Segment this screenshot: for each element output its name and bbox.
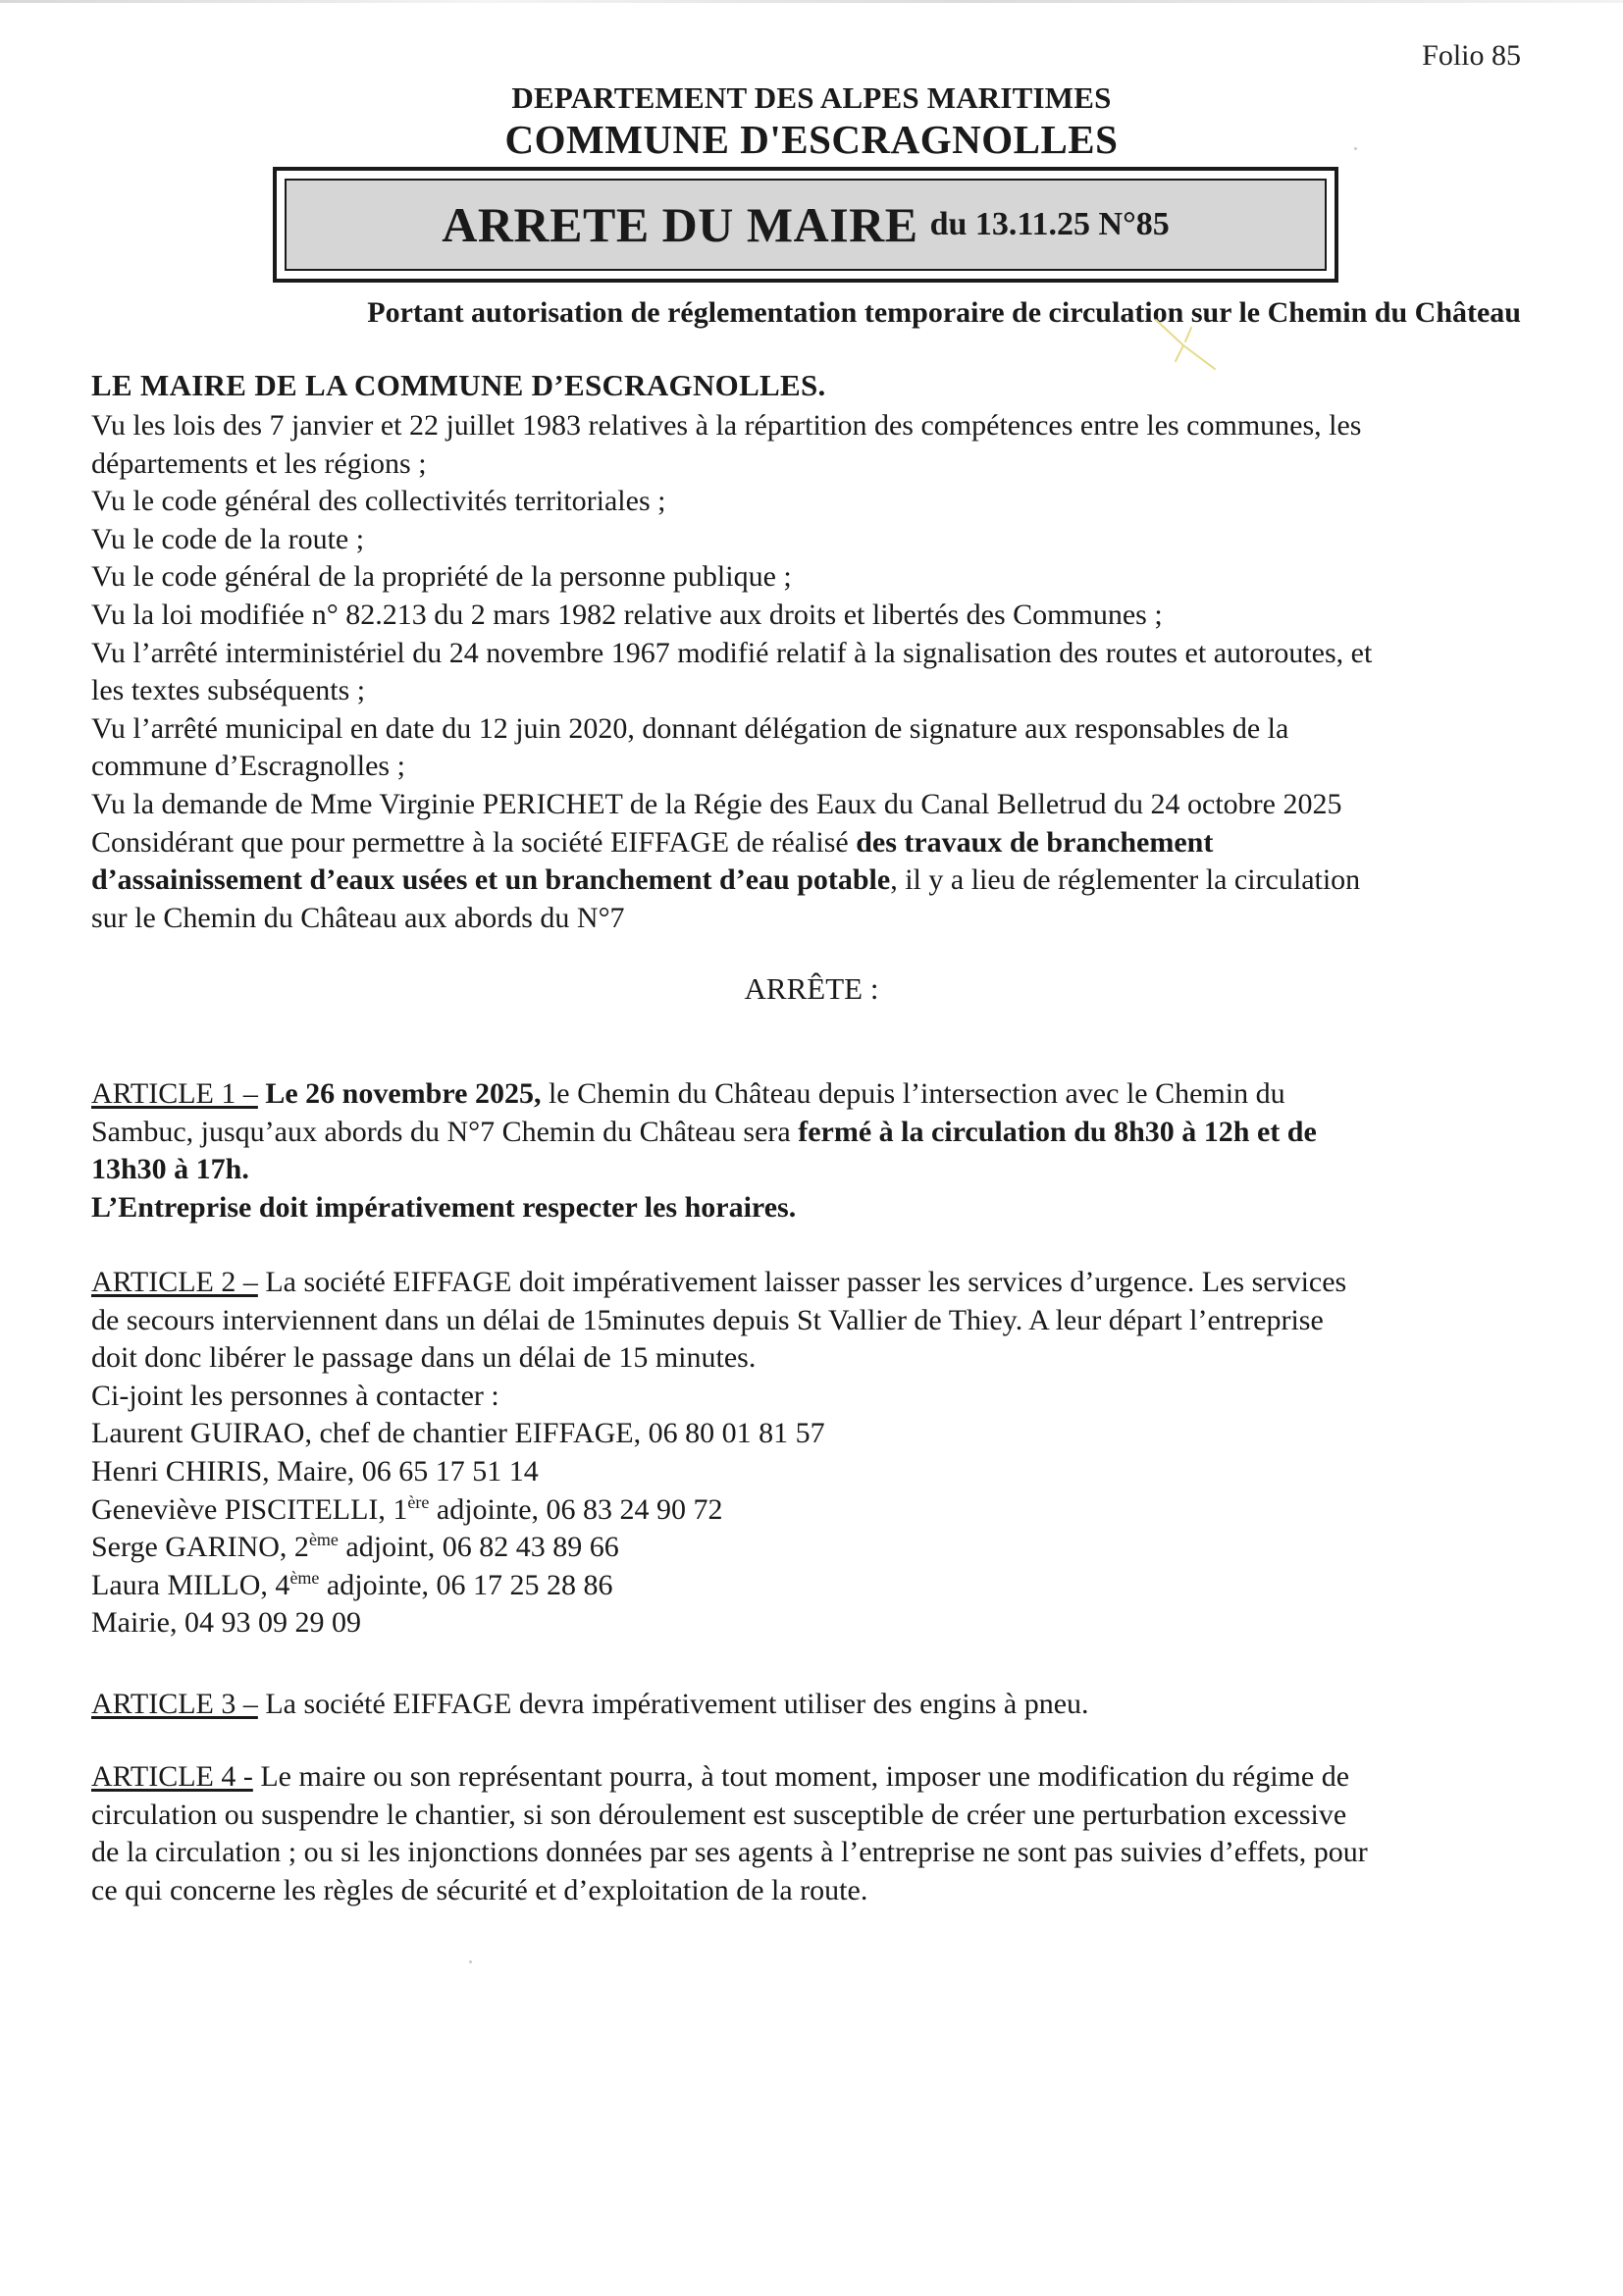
article-4-line: ce qui concerne les règles de sécurité et d’exploitation de la route. (91, 1873, 868, 1906)
contact-name: Laura MILLO, 4 (91, 1568, 290, 1601)
article-4-line (91, 1758, 1534, 1797)
article-1-hours: 13h30 à 17h. (91, 1153, 249, 1186)
ordinal-sup: ère (407, 1491, 430, 1512)
vu-line: Vu le code général de la propriété de la personne publique ; (91, 560, 792, 594)
contact-detail: adjoint, 06 82 43 89 66 (338, 1531, 619, 1564)
vu-line: Vu la demande de Mme Virginie PERICHET de la Régie des Eaux du Canal Belletrud du 24 octobre 2025 (91, 787, 1342, 820)
article-4 (91, 1758, 1534, 1909)
article-3-line (91, 1686, 1534, 1724)
article-3-text: La société EIFFAGE devra impérativement utiliser des engins à pneu. (257, 1688, 1089, 1720)
considerant-bold: d’assainissement d’eaux usées et un branchement d’eau potable (91, 863, 891, 897)
article-1-line (91, 1114, 1534, 1152)
vu-line: départements et les régions ; (91, 446, 427, 480)
article-3 (91, 1686, 1534, 1724)
contact-line: Laurent GUIRAO, chef de chantier EIFFAGE, 06 80 01 81 57 (91, 1417, 825, 1450)
considerant-line (91, 861, 1534, 900)
article-4-text: Le maire ou son représentant pourra, à tout moment, imposer une modification du régime de (252, 1760, 1350, 1793)
article-4-line: de la circulation ; ou si les injonctions données par ses agents à l’entreprise ne sont pas suivies d’effets, pour (91, 1836, 1368, 1869)
vu-line: Vu l’arrêté municipal en date du 12 juin 2020, donnant délégation de signature aux responsables de la (91, 711, 1289, 745)
contact-detail: adjointe, 06 17 25 28 86 (319, 1568, 613, 1601)
title-main: ARRETE DU MAIRE (442, 197, 918, 252)
article-2-line (91, 1264, 1534, 1302)
scan-edge (0, 0, 1623, 3)
vu-line: les textes subséquents ; (91, 674, 366, 707)
vu-line: Vu les lois des 7 janvier et 22 juillet 1983 relatives à la répartition des compétences entre les communes, les (91, 409, 1362, 442)
commune-heading: COMMUNE D'ESCRAGNOLLES (504, 117, 1119, 162)
preamble-block (91, 407, 1534, 937)
article-3-label: ARTICLE 3 – (91, 1688, 258, 1720)
scan-speck (469, 1960, 472, 1963)
contact-line: Henri CHIRIS, Maire, 06 65 17 51 14 (91, 1454, 539, 1487)
article-1-label: ARTICLE 1 – (91, 1077, 258, 1110)
article-2-line: doit donc libérer le passage dans un délai de 15 minutes. (91, 1341, 757, 1375)
article-4-label: ARTICLE 4 - (91, 1760, 253, 1793)
title-box (273, 167, 1338, 283)
pen-mark-icon (1146, 316, 1225, 375)
article-2 (91, 1264, 1534, 1643)
article-1-date: Le 26 novembre 2025, (265, 1077, 542, 1110)
mayor-heading: LE MAIRE DE LA COMMUNE D’ESCRAGNOLLES. (91, 368, 826, 402)
subject-line: Portant autorisation de réglementation temporaire de circulation sur le Chemin du Château (367, 296, 1521, 329)
article-1-notice: L’Entreprise doit impérativement respecter les horaires. (91, 1190, 797, 1224)
article-1-text: Sambuc, jusqu’aux abords du N°7 Chemin du Château sera (91, 1115, 799, 1148)
article-1-line (91, 1075, 1534, 1114)
vu-line: Vu le code de la route ; (91, 522, 365, 555)
vu-line: Vu le code général des collectivités territoriales ; (91, 485, 666, 518)
considerant-line (91, 824, 1534, 862)
ordinal-sup: ème (289, 1567, 320, 1588)
title-box-inner (285, 179, 1327, 271)
contact-line (91, 1529, 1534, 1567)
article-2-text: La société EIFFAGE doit impérativement laisser passer les services d’urgence. Les services (257, 1266, 1347, 1298)
contact-line (91, 1567, 1534, 1605)
ordinal-sup: ème (308, 1530, 339, 1550)
vu-line: commune d’Escragnolles ; (91, 750, 405, 783)
article-1 (91, 1075, 1534, 1226)
article-2-label: ARTICLE 2 – (91, 1266, 258, 1298)
vu-line: Vu l’arrêté interministériel du 24 novembre 1967 modifié relatif à la signalisation des routes et autoroutes, et (91, 636, 1373, 669)
contact-detail: adjointe, 06 83 24 90 72 (429, 1492, 723, 1526)
article-1-text: le Chemin du Château depuis l’intersection avec le Chemin du (541, 1077, 1285, 1110)
department-heading: DEPARTEMENT DES ALPES MARITIMES (511, 80, 1112, 115)
arrete-heading: ARRÊTE : (744, 971, 879, 1006)
article-4-line: circulation ou suspendre le chantier, si son déroulement est susceptible de créer une perturbation excessive (91, 1798, 1347, 1831)
considerant-text: , il y a lieu de réglementer la circulation (890, 863, 1361, 897)
article-2-line: de secours interviennent dans un délai de 15minutes depuis St Vallier de Thiey. A leur départ l’entreprise (91, 1303, 1324, 1336)
article-1-bold: fermé à la circulation du 8h30 à 12h et de (798, 1115, 1317, 1148)
folio-number: Folio 85 (1422, 39, 1521, 72)
considerant-line: sur le Chemin du Château aux abords du N°7 (91, 901, 625, 934)
contacts-intro: Ci-joint les personnes à contacter : (91, 1379, 499, 1412)
vu-line: Vu la loi modifiée n° 82.213 du 2 mars 1982 relative aux droits et libertés des Communes ; (91, 598, 1163, 631)
considerant-text: Considérant que pour permettre à la société EIFFAGE de réalisé (91, 825, 857, 859)
contact-name: Geneviève PISCITELLI, 1 (91, 1492, 408, 1526)
considerant-bold: des travaux de branchement (856, 825, 1214, 859)
title-date: du 13.11.25 N°85 (929, 206, 1170, 242)
contact-line: Mairie, 04 93 09 29 09 (91, 1606, 361, 1640)
contact-line (91, 1491, 1534, 1530)
contact-name: Serge GARINO, 2 (91, 1531, 309, 1564)
